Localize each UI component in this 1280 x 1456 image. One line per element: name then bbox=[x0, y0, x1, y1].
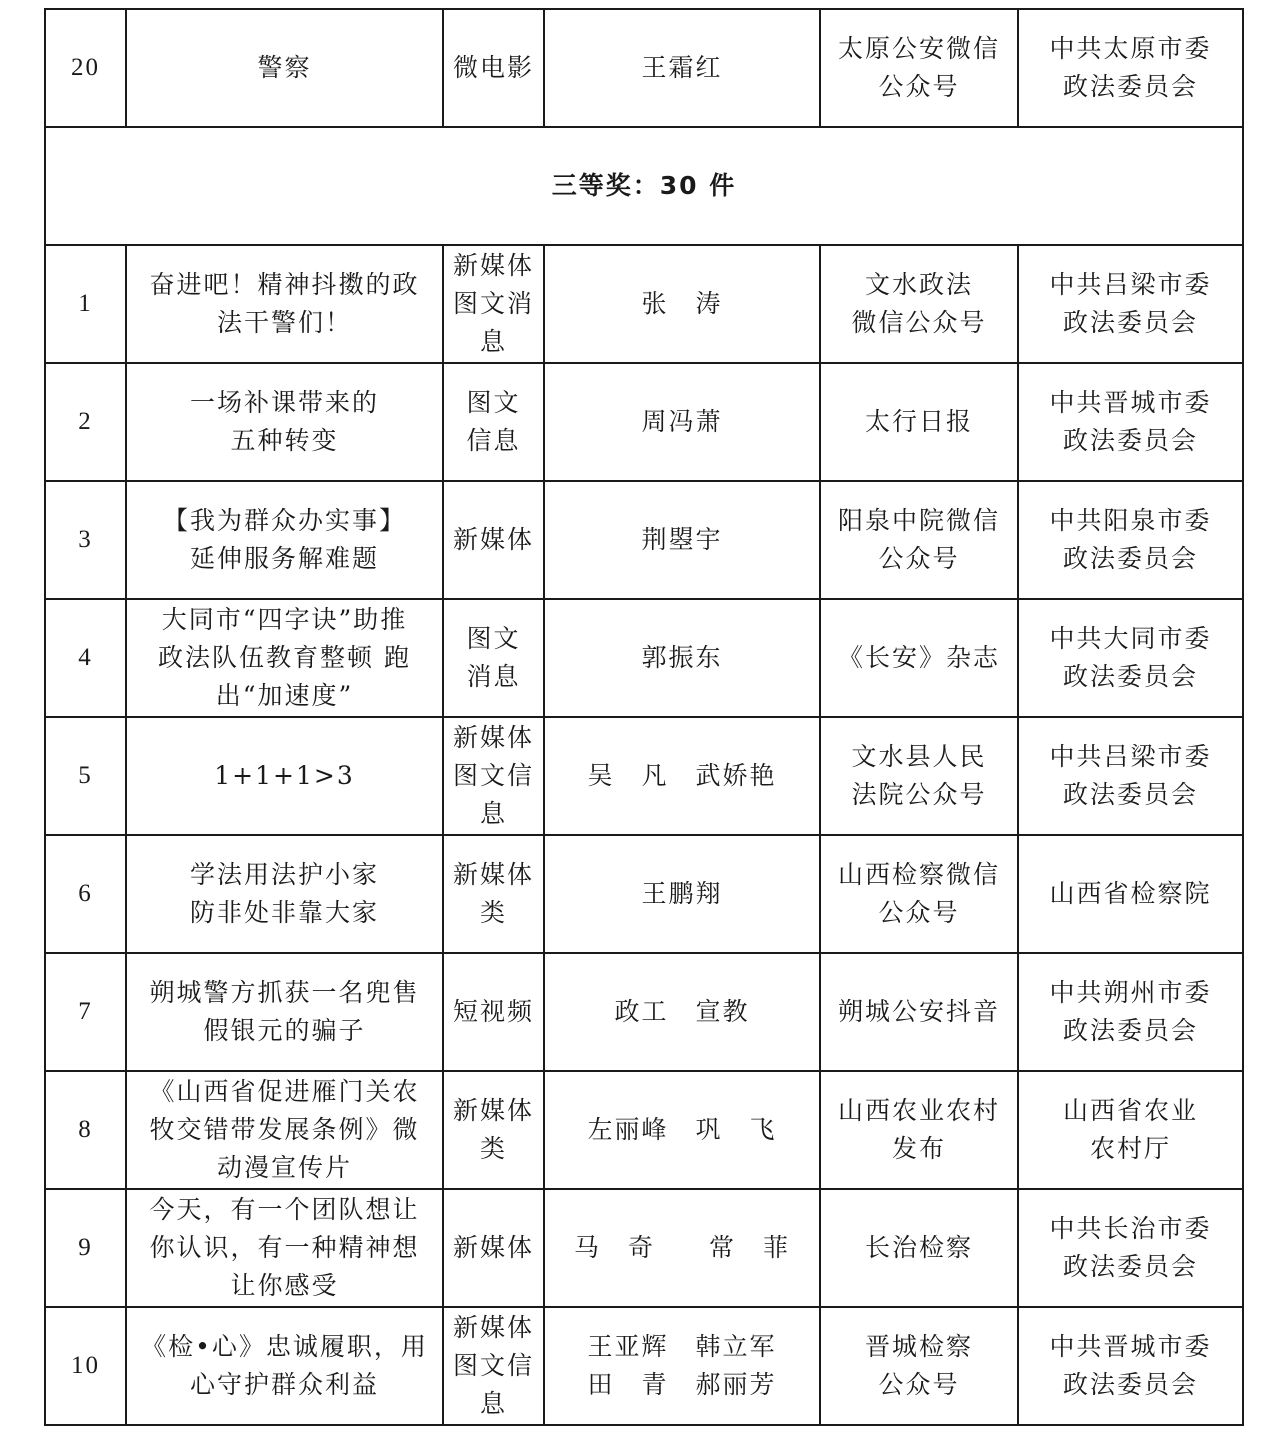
work-title-line: 牧交错带发展条例》微 bbox=[149, 1115, 420, 1144]
recommending-unit-line: 农村厅 bbox=[1089, 1134, 1171, 1163]
work-title bbox=[126, 1307, 443, 1425]
work-title-line: 1+1+1>3 bbox=[214, 761, 355, 790]
row-number bbox=[45, 481, 126, 599]
recommending-unit-line: 政法委员会 bbox=[1062, 544, 1198, 573]
work-category-line: 新媒体 bbox=[452, 1313, 534, 1342]
work-category-line: 消息 bbox=[466, 662, 521, 691]
row-number-line: 4 bbox=[78, 644, 93, 671]
row-number bbox=[45, 245, 126, 363]
work-author-line: 张 涛 bbox=[641, 289, 723, 318]
publishing-outlet-line: 公众号 bbox=[878, 544, 960, 573]
recommending-unit-line: 中共大同市委 bbox=[1049, 624, 1212, 653]
publishing-outlet-line: 文水县人民 bbox=[851, 742, 987, 771]
recommending-unit-line: 政法委员会 bbox=[1062, 1370, 1198, 1399]
work-category bbox=[443, 835, 544, 953]
work-author bbox=[544, 1071, 820, 1189]
publishing-outlet-line: 发布 bbox=[891, 1134, 946, 1163]
row-number bbox=[45, 1071, 126, 1189]
row-number bbox=[45, 1307, 126, 1425]
publishing-outlet-line: 微信公众号 bbox=[851, 308, 987, 337]
recommending-unit-line: 中共吕梁市委 bbox=[1049, 270, 1212, 299]
recommending-unit bbox=[1018, 1189, 1243, 1307]
work-author-line: 左丽峰 巩 飞 bbox=[587, 1115, 777, 1144]
table-row bbox=[45, 1189, 1243, 1307]
work-category-line: 新媒体 bbox=[452, 1096, 534, 1125]
publishing-outlet-line: 山西农业农村 bbox=[837, 1096, 1000, 1125]
row-number-line: 8 bbox=[78, 1116, 93, 1143]
work-author-line: 荆曌宇 bbox=[641, 525, 723, 554]
recommending-unit-line: 中共晋城市委 bbox=[1049, 388, 1212, 417]
table-row bbox=[45, 835, 1243, 953]
work-title-line: 延伸服务解难题 bbox=[189, 544, 379, 573]
work-title-line: 法干警们！ bbox=[216, 308, 352, 337]
recommending-unit bbox=[1018, 481, 1243, 599]
publishing-outlet-line: 朔城公安抖音 bbox=[837, 997, 1000, 1026]
work-author-line: 吴 凡 武娇艳 bbox=[587, 761, 777, 790]
work-author bbox=[544, 953, 820, 1071]
recommending-unit bbox=[1018, 599, 1243, 717]
row-number-line: 5 bbox=[78, 762, 93, 789]
publishing-outlet-line: 文水政法 bbox=[864, 270, 973, 299]
work-category-line: 类 bbox=[479, 1134, 507, 1163]
work-category-line: 图文 bbox=[466, 624, 521, 653]
recommending-unit bbox=[1018, 835, 1243, 953]
recommending-unit-line: 山西省农业 bbox=[1062, 1096, 1198, 1125]
work-author-line: 马 奇 常 菲 bbox=[573, 1233, 790, 1262]
recommending-unit-line: 政法委员会 bbox=[1062, 662, 1198, 691]
publishing-outlet bbox=[820, 1071, 1018, 1189]
work-author bbox=[544, 1307, 820, 1425]
work-title bbox=[126, 1189, 443, 1307]
publishing-outlet-line: 长治检察 bbox=[864, 1233, 973, 1262]
recommending-unit-line: 政法委员会 bbox=[1062, 426, 1198, 455]
work-title-line: 出“加速度” bbox=[215, 681, 354, 710]
work-title-line: 动漫宣传片 bbox=[216, 1153, 352, 1182]
recommending-unit bbox=[1018, 1307, 1243, 1425]
work-category bbox=[443, 717, 544, 835]
work-title-line: 你认识，有一种精神想 bbox=[149, 1233, 420, 1262]
work-title bbox=[126, 717, 443, 835]
work-title-line: 让你感受 bbox=[230, 1271, 339, 1300]
publishing-outlet bbox=[820, 717, 1018, 835]
table-row bbox=[45, 245, 1243, 363]
work-title bbox=[126, 245, 443, 363]
work-category bbox=[443, 953, 544, 1071]
publishing-outlet-line: 法院公众号 bbox=[851, 780, 987, 809]
recommending-unit-line: 政法委员会 bbox=[1062, 780, 1198, 809]
work-title-line: 朔城警方抓获一名兜售 bbox=[149, 978, 420, 1007]
row-number-line: 1 bbox=[78, 290, 93, 317]
work-category-line: 图文信 bbox=[452, 1351, 534, 1380]
work-category bbox=[443, 1189, 544, 1307]
row-number-line: 10 bbox=[71, 1352, 100, 1379]
work-title-line: 《山西省促进雁门关农 bbox=[149, 1077, 420, 1106]
publishing-outlet-line: 晋城检察 bbox=[864, 1332, 973, 1361]
work-category bbox=[443, 245, 544, 363]
publishing-outlet-line: 阳泉中院微信 bbox=[837, 506, 1000, 535]
row-number bbox=[45, 363, 126, 481]
publishing-outlet-line: 太原公安微信 bbox=[837, 34, 1000, 63]
publishing-outlet bbox=[820, 363, 1018, 481]
publishing-outlet bbox=[820, 481, 1018, 599]
row-number bbox=[45, 1189, 126, 1307]
work-author bbox=[544, 9, 820, 127]
table-row bbox=[45, 363, 1243, 481]
work-author-line: 政工 宣教 bbox=[614, 997, 750, 1026]
work-title-line: 心守护群众利益 bbox=[189, 1370, 379, 1399]
work-category-line: 息 bbox=[479, 799, 507, 828]
work-title-line: 奋进吧！精神抖擞的政 bbox=[149, 270, 420, 299]
publishing-outlet bbox=[820, 953, 1018, 1071]
work-title bbox=[126, 953, 443, 1071]
work-title bbox=[126, 599, 443, 717]
row-number-line: 9 bbox=[78, 1234, 93, 1261]
work-author-line: 郭振东 bbox=[641, 643, 723, 672]
row-number bbox=[45, 599, 126, 717]
table-row bbox=[45, 599, 1243, 717]
recommending-unit-line: 中共晋城市委 bbox=[1049, 1332, 1212, 1361]
work-author bbox=[544, 481, 820, 599]
recommending-unit-line: 政法委员会 bbox=[1062, 308, 1198, 337]
recommending-unit bbox=[1018, 245, 1243, 363]
work-author-line: 王鹏翔 bbox=[641, 879, 723, 908]
publishing-outlet-line: 山西检察微信 bbox=[837, 860, 1000, 889]
recommending-unit-line: 中共阳泉市委 bbox=[1049, 506, 1212, 535]
recommending-unit bbox=[1018, 717, 1243, 835]
recommending-unit bbox=[1018, 953, 1243, 1071]
work-title-line: 学法用法护小家 bbox=[189, 860, 379, 889]
work-category-line: 新媒体 bbox=[452, 860, 534, 889]
work-category-line: 短视频 bbox=[452, 997, 534, 1026]
recommending-unit-line: 中共太原市委 bbox=[1049, 34, 1212, 63]
work-title-line: 大同市“四字诀”助推 bbox=[161, 605, 408, 634]
work-title bbox=[126, 363, 443, 481]
work-category-line: 微电影 bbox=[452, 53, 534, 82]
row-number-line: 3 bbox=[78, 526, 93, 553]
recommending-unit-line: 中共长治市委 bbox=[1049, 1214, 1212, 1243]
work-category-line: 新媒体 bbox=[452, 1233, 534, 1262]
work-category-line: 信息 bbox=[466, 426, 521, 455]
work-category-line: 息 bbox=[479, 1389, 507, 1418]
work-title bbox=[126, 9, 443, 127]
table-row bbox=[45, 717, 1243, 835]
work-author bbox=[544, 245, 820, 363]
work-author bbox=[544, 717, 820, 835]
table-row bbox=[45, 953, 1243, 1071]
work-title-line: 警察 bbox=[257, 53, 312, 82]
recommending-unit-line: 政法委员会 bbox=[1062, 1016, 1198, 1045]
work-author-line: 田 青 郝丽芳 bbox=[587, 1370, 777, 1399]
section-heading: 三等奖：30 件 bbox=[45, 127, 1243, 245]
work-title-line: 防非处非靠大家 bbox=[189, 898, 379, 927]
recommending-unit-line: 中共朔州市委 bbox=[1049, 978, 1212, 1007]
table-row bbox=[45, 1071, 1243, 1189]
publishing-outlet bbox=[820, 599, 1018, 717]
work-title bbox=[126, 481, 443, 599]
recommending-unit-line: 政法委员会 bbox=[1062, 72, 1198, 101]
work-author bbox=[544, 1189, 820, 1307]
work-category-line: 新媒体 bbox=[452, 251, 534, 280]
publishing-outlet bbox=[820, 835, 1018, 953]
recommending-unit-line: 政法委员会 bbox=[1062, 1252, 1198, 1281]
work-title-line: 【我为群众办实事】 bbox=[162, 506, 406, 535]
work-title-line: 假银元的骗子 bbox=[203, 1016, 366, 1045]
work-author-line: 周冯萧 bbox=[641, 407, 723, 436]
work-title bbox=[126, 835, 443, 953]
recommending-unit-line: 中共吕梁市委 bbox=[1049, 742, 1212, 771]
row-number bbox=[45, 9, 126, 127]
recommending-unit bbox=[1018, 363, 1243, 481]
work-category-line: 新媒体 bbox=[452, 525, 534, 554]
awards-table-body bbox=[45, 9, 1243, 1425]
row-number bbox=[45, 717, 126, 835]
work-title-line: 一场补课带来的 bbox=[189, 388, 379, 417]
publishing-outlet-line: 公众号 bbox=[878, 898, 960, 927]
work-category bbox=[443, 9, 544, 127]
table-row bbox=[45, 1307, 1243, 1425]
work-title-line: 政法队伍教育整顿 跑 bbox=[158, 643, 411, 672]
work-category-line: 息 bbox=[479, 327, 507, 356]
work-category-line: 图文 bbox=[466, 388, 521, 417]
work-category bbox=[443, 363, 544, 481]
publishing-outlet-line: 公众号 bbox=[878, 72, 960, 101]
table-row bbox=[45, 9, 1243, 127]
work-author bbox=[544, 599, 820, 717]
table-row bbox=[45, 481, 1243, 599]
row-number-line: 7 bbox=[78, 998, 93, 1025]
work-category bbox=[443, 481, 544, 599]
work-author bbox=[544, 835, 820, 953]
publishing-outlet-line: 太行日报 bbox=[864, 407, 973, 436]
work-category-line: 图文信 bbox=[452, 761, 534, 790]
work-title bbox=[126, 1071, 443, 1189]
work-author-line: 王亚辉 韩立军 bbox=[587, 1332, 777, 1361]
section-row bbox=[45, 127, 1243, 245]
recommending-unit bbox=[1018, 9, 1243, 127]
work-author bbox=[544, 363, 820, 481]
publishing-outlet bbox=[820, 1307, 1018, 1425]
row-number-line: 6 bbox=[78, 880, 93, 907]
publishing-outlet-line: 公众号 bbox=[878, 1370, 960, 1399]
recommending-unit-line: 山西省检察院 bbox=[1049, 879, 1212, 908]
work-category-line: 类 bbox=[479, 898, 507, 927]
work-category bbox=[443, 1071, 544, 1189]
work-title-line: 今天，有一个团队想让 bbox=[149, 1195, 420, 1224]
row-number-line: 20 bbox=[71, 54, 100, 81]
awards-table bbox=[44, 8, 1244, 1426]
work-title-line: 《检•心》忠诚履职，用 bbox=[141, 1332, 428, 1361]
work-category-line: 新媒体 bbox=[452, 723, 534, 752]
work-title-line: 五种转变 bbox=[230, 426, 339, 455]
work-category bbox=[443, 599, 544, 717]
publishing-outlet bbox=[820, 1189, 1018, 1307]
work-category bbox=[443, 1307, 544, 1425]
publishing-outlet bbox=[820, 245, 1018, 363]
publishing-outlet bbox=[820, 9, 1018, 127]
publishing-outlet-line: 《长安》杂志 bbox=[837, 643, 1000, 672]
work-category-line: 图文消 bbox=[452, 289, 534, 318]
work-author-line: 王霜红 bbox=[641, 53, 723, 82]
recommending-unit bbox=[1018, 1071, 1243, 1189]
row-number-line: 2 bbox=[78, 408, 93, 435]
row-number bbox=[45, 835, 126, 953]
row-number bbox=[45, 953, 126, 1071]
